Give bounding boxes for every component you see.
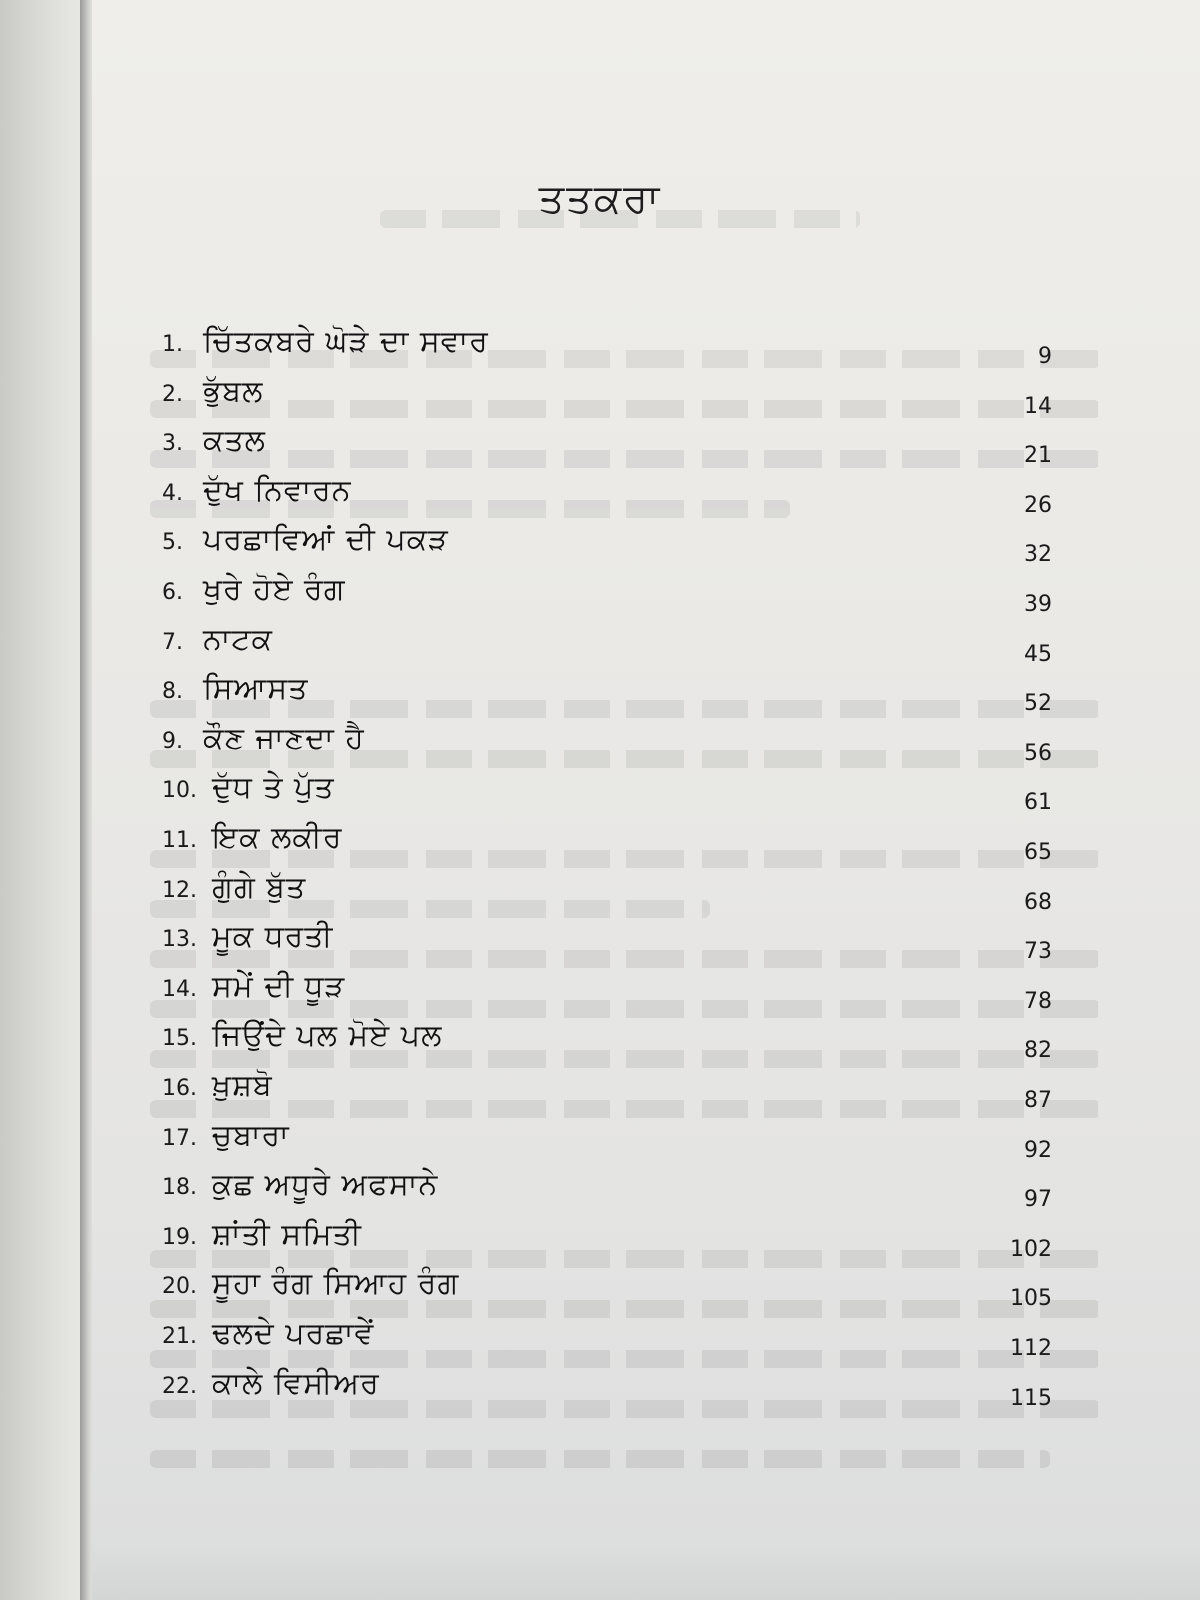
- toc-entry: [0, 1266, 1200, 1322]
- toc-entry: [0, 1068, 1200, 1124]
- entry-number: 2.: [162, 381, 183, 407]
- entry-number: 19.: [162, 1224, 197, 1250]
- entry-page-number: 14: [1024, 393, 1052, 419]
- entry-number: 22.: [162, 1373, 197, 1399]
- toc-entry: [0, 820, 1200, 876]
- entry-page-number: 56: [1024, 740, 1052, 766]
- entry-title: ਸ਼ਾਂਤੀ ਸਮਿਤੀ: [212, 1216, 362, 1252]
- toc-entry: [0, 720, 1200, 777]
- entry-page-number: 65: [1024, 840, 1052, 865]
- entry-number: 1.: [162, 332, 183, 357]
- entry-title: ਇਕ ਲਕੀਰ: [212, 820, 343, 855]
- entry-number: 10.: [162, 778, 197, 804]
- entry-title: ਸਿਆਸਤ: [203, 671, 309, 707]
- toc-entry: [0, 1167, 1200, 1223]
- entry-title: ਸਮੇਂ ਦੀ ਧੂੜ: [212, 968, 346, 1004]
- toc-entry: [0, 1018, 1200, 1074]
- toc-entry: [0, 324, 1200, 380]
- entry-title: ਕਾਲੇ ਵਿਸੀਅਰ: [212, 1365, 380, 1401]
- entry-title: ਕੌਣ ਜਾਣਦਾ ਹੈ: [203, 720, 365, 756]
- entry-title: ਖ਼ੁਸ਼ਬੋ: [212, 1068, 273, 1103]
- toc-entry: [0, 522, 1200, 578]
- entry-title: ਸੂਹਾ ਰੰਗ ਸਿਆਹ ਰੰਗ: [212, 1266, 460, 1302]
- entry-page-number: 102: [1010, 1236, 1052, 1262]
- entry-page-number: 26: [1024, 492, 1052, 518]
- entry-title: ਮੂਕ ਧਰਤੀ: [212, 919, 334, 955]
- entry-title: ਚੁਬਾਰਾ: [212, 1117, 290, 1153]
- page-title: ਤਤਕਰਾ: [538, 176, 662, 222]
- entry-page-number: 97: [1024, 1187, 1052, 1213]
- toc-entry: [0, 968, 1200, 1025]
- toc-entry: [0, 423, 1200, 479]
- entry-title: ਦੁੱਧ ਤੇ ਪੁੱਤ: [212, 770, 335, 806]
- entry-title: ਪਰਛਾਵਿਆਂ ਦੀ ਪਕੜ: [203, 522, 449, 558]
- entry-page-number: 105: [1010, 1286, 1052, 1312]
- entry-number: 3.: [162, 431, 183, 457]
- entry-page-number: 87: [1024, 1088, 1052, 1113]
- toc-entry: [0, 572, 1200, 628]
- entry-number: 11.: [162, 828, 197, 853]
- entry-number: 9.: [162, 728, 183, 754]
- entry-page-number: 9: [1038, 344, 1052, 369]
- entry-number: 18.: [162, 1175, 197, 1201]
- toc-entry: [0, 671, 1200, 727]
- entry-page-number: 73: [1024, 939, 1052, 965]
- toc-entry: [0, 472, 1200, 529]
- entry-number: 16.: [162, 1076, 197, 1101]
- entry-number: 12.: [162, 877, 197, 903]
- entry-number: 4.: [162, 480, 183, 506]
- entry-page-number: 68: [1024, 889, 1052, 915]
- entry-title: ਗੁੰਗੇ ਬੁੱਤ: [212, 869, 307, 905]
- toc-entry: [0, 869, 1200, 926]
- entry-title: ਕਤਲ: [203, 423, 266, 459]
- entry-number: 20.: [162, 1274, 197, 1300]
- entry-page-number: 78: [1024, 988, 1052, 1014]
- entry-number: 14.: [162, 976, 197, 1002]
- toc-entry: [0, 1216, 1200, 1273]
- toc-entry: [0, 1117, 1200, 1174]
- entry-number: 15.: [162, 1026, 197, 1052]
- entry-page-number: 115: [1010, 1385, 1052, 1411]
- entry-page-number: 61: [1024, 790, 1052, 816]
- entry-title: ਨਾਟਕ: [203, 621, 274, 657]
- toc-entry: [0, 621, 1200, 678]
- entry-title: ਜਿਉਂਦੇ ਪਲ ਮੋਏ ਪਲ: [212, 1018, 443, 1054]
- entry-page-number: 32: [1024, 542, 1052, 568]
- entry-number: 5.: [162, 530, 183, 556]
- entry-number: 8.: [162, 679, 183, 705]
- entry-number: 21.: [162, 1324, 197, 1349]
- toc-entry: [0, 919, 1200, 975]
- entry-title: ਦੁੱਖ ਨਿਵਾਰਨ: [203, 472, 352, 508]
- entry-title: ਢਲਦੇ ਪਰਛਾਵੇਂ: [212, 1316, 375, 1351]
- entry-page-number: 92: [1024, 1137, 1052, 1163]
- entry-page-number: 52: [1024, 691, 1052, 717]
- entry-title: ਚਿੱਤਕਬਰੇ ਘੋੜੇ ਦਾ ਸਵਾਰ: [203, 324, 489, 359]
- entry-number: 6.: [162, 580, 183, 605]
- entry-title: ਭੁੱਬਲ: [203, 373, 264, 409]
- entry-page-number: 112: [1010, 1336, 1052, 1361]
- toc-entry: [0, 770, 1200, 826]
- toc-entry: [0, 373, 1200, 430]
- entry-number: 17.: [162, 1125, 197, 1151]
- entry-page-number: 21: [1024, 443, 1052, 469]
- entry-number: 13.: [162, 927, 197, 953]
- toc-entry: [0, 1316, 1200, 1372]
- entry-page-number: 82: [1024, 1038, 1052, 1064]
- entry-page-number: 45: [1024, 641, 1052, 667]
- page-shadow: [92, 1540, 1200, 1600]
- entry-title: ਕੁਛ ਅਧੂਰੇ ਅਫਸਾਨੇ: [212, 1167, 439, 1203]
- entry-title: ਖੁਰੇ ਹੋਏ ਰੰਗ: [203, 572, 346, 607]
- toc-entry: [0, 1365, 1200, 1422]
- entry-number: 7.: [162, 629, 183, 655]
- entry-page-number: 39: [1024, 592, 1052, 617]
